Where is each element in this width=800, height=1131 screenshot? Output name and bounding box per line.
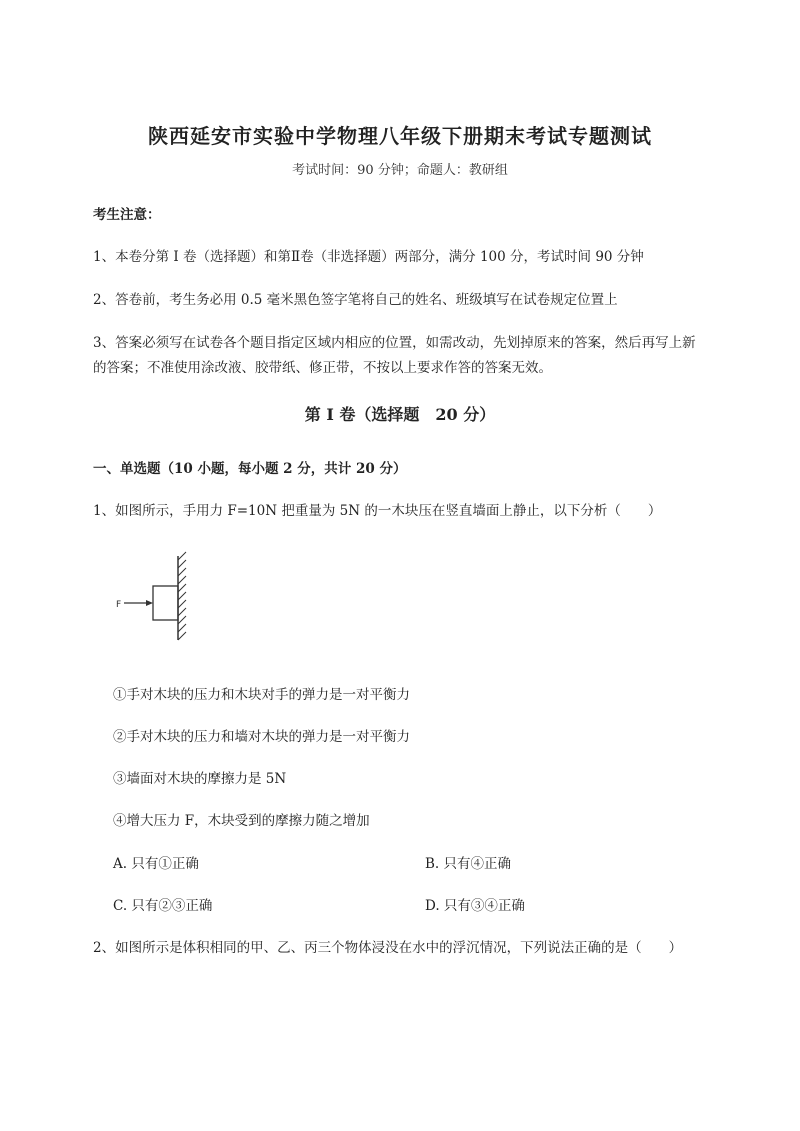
option-d: D. 只有③④正确 [425, 898, 525, 914]
part-heading: 一、单选题（10 小题，每小题 2 分，共计 20 分） [93, 461, 407, 477]
question-1-figure [110, 548, 200, 648]
statement-3: ③墙面对木块的摩擦力是 5N [113, 771, 287, 787]
question-2-stem: 2、如图所示是体积相同的甲、乙、丙三个物体浸没在水中的浮沉情况，下列说法正确的是（ ） [93, 940, 683, 956]
exam-info: 考试时间：90 分钟；命题人：教研组 [292, 163, 508, 178]
statement-4: ④增大压力 F，木块受到的摩擦力随之增加 [113, 813, 370, 829]
option-b: B. 只有④正确 [425, 856, 512, 872]
option-a: A. 只有①正确 [113, 856, 199, 872]
notice-item-1: 1、本卷分第 I 卷（选择题）和第Ⅱ卷（非选择题）两部分，满分 100 分，考试时间 90 分钟 [93, 249, 644, 265]
question-1-stem: 1、如图所示，手用力 F=10N 把重量为 5N 的一木块压在竖直墙面上静止，以下分析（ ） [93, 503, 662, 519]
notice-heading: 考生注意： [93, 207, 161, 223]
section-title: 第 I 卷（选择题 20 分） [304, 405, 496, 424]
notice-item-3-continued: 的答案；不准使用涂改液、胶带纸、修正带，不按以上要求作答的答案无效。 [93, 360, 552, 376]
option-c: C. 只有②③正确 [113, 898, 213, 914]
force-arrow-head [146, 600, 153, 606]
force-label: F [116, 600, 122, 610]
wall-hatching [178, 552, 186, 640]
statement-2: ②手对木块的压力和墙对木块的弹力是一对平衡力 [113, 729, 410, 745]
page-title: 陕西延安市实验中学物理八年级下册期末考试专题测试 [148, 124, 652, 148]
wooden-block [153, 586, 178, 620]
statement-1: ①手对木块的压力和木块对手的弹力是一对平衡力 [113, 687, 410, 703]
notice-item-3: 3、答案必须写在试卷各个题目指定区域内相应的位置，如需改动，先划掉原来的答案，然后再写上新 [93, 335, 696, 351]
notice-item-2: 2、答卷前，考生务必用 0.5 毫米黑色签字笔将自己的姓名、班级填写在试卷规定位置上 [93, 292, 618, 308]
